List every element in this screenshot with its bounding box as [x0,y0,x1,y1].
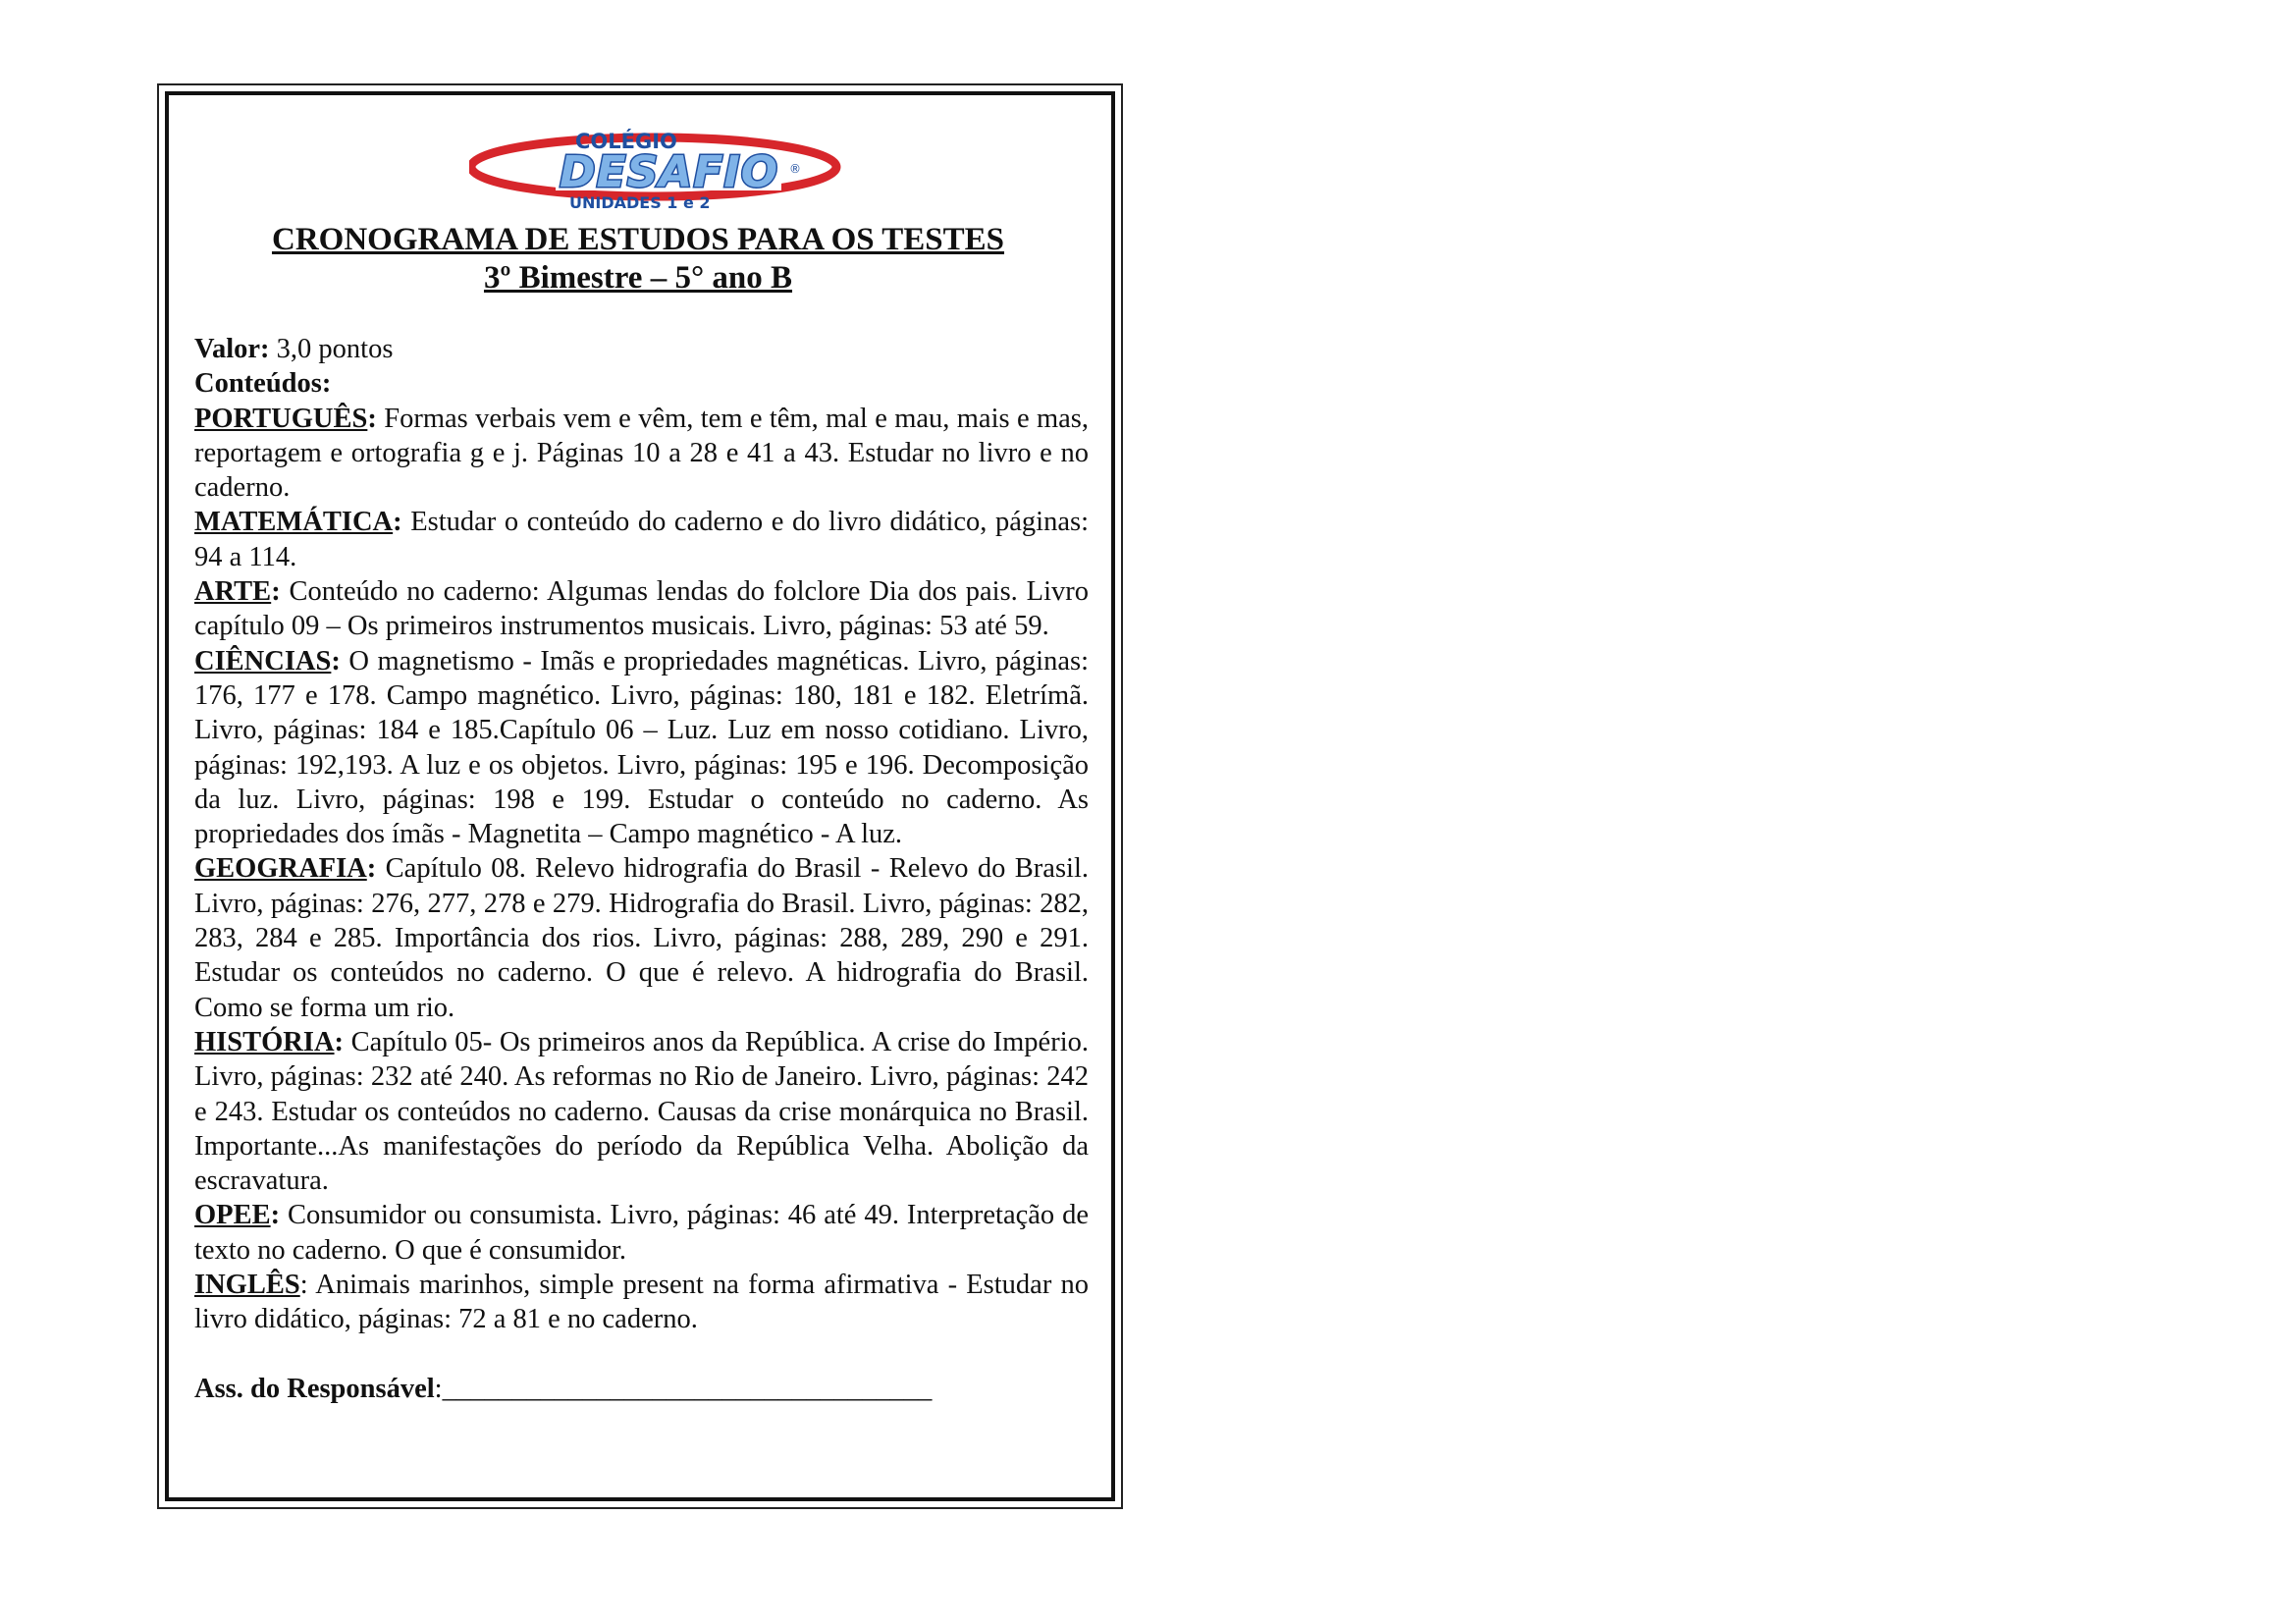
subject-name: CIÊNCIAS [194,645,332,677]
subject-ciencias: CIÊNCIAS: O magnetismo - Imãs e propriedades magnéticas. Livro, páginas: 176, 177 e 178. Campo magnético. Livro, páginas: 180, 181 e 182. Eletrímã. Livro, páginas: 184 e 185.Capítulo 06 – Luz. Luz em nosso cotidiano. Livro, páginas: 192,193. A luz e os objetos. Livro, páginas: 195 e 196. Decomposição da luz. Livro, páginas: 198 e 199. Estudar o conteúdo no caderno. As propriedades dos ímãs - Magnetita – Campo magnético - A luz. [194,645,1089,850]
logo-line2: DESAFIO [560,147,779,197]
subject-text: Capítulo 05- Os primeiros anos da República. A crise do Império. Livro, páginas: 232 até 240. As reformas no Rio de Janeiro. Livro, páginas: 242 e 243. Estudar os conteúdos no caderno. Causas da crise monárquica no Brasil. Importante...As manifestações do período da República Velha. Abolição da escravatura. [194,1026,1089,1197]
document-subtitle: 3º Bimestre – 5° ano B [483,260,793,296]
subject-text: Consumidor ou consumista. Livro, páginas: 46 até 49. Interpretação de texto no caderno. O que é consumidor. [194,1200,1089,1266]
subject-name: MATEMÁTICA [194,507,394,538]
logo-registered: ® [789,162,801,176]
subject-historia: HISTÓRIA: Capítulo 05- Os primeiros anos da República. A crise do Império. Livro, páginas: 232 até 240. As reformas no Rio de Janeiro. Livro, páginas: 242 e 243. Estudar os conteúdos no caderno. Causas da crise monárquica no Brasil. Importante...As manifestações do período da República Velha. Abolição da escravatura. [194,1026,1089,1197]
subject-name: PORTUGUÊS [194,403,368,434]
subject-text: Conteúdo no caderno: Algumas lendas do folclore Dia dos pais. Livro capítulo 09 – Os primeiros instrumentos musicais. Livro, páginas: 53 até 59. [194,576,1089,642]
subject-opee: OPEE: Consumidor ou consumista. Livro, páginas: 46 até 49. Interpretação de texto no caderno. O que é consumidor. [194,1200,1089,1266]
subject-text: Estudar o conteúdo do caderno e do livro didático, páginas: 94 a 114. [194,507,1089,572]
logo-line3: UNIDADES 1 e 2 [569,193,711,212]
signature-line [194,1372,1089,1406]
valor-line [194,332,1089,366]
signature-label: Ass. do Responsável [194,1373,435,1404]
conteudos-label: Conteúdos: [194,368,332,400]
subject-ingles [194,1268,1089,1337]
document-content [194,332,1089,1406]
subject-arte: ARTE: Conteúdo no caderno: Algumas lendas do folclore Dia dos pais. Livro capítulo 09 – Os primeiros instrumentos musicais. Livro, páginas: 53 até 59. [194,576,1089,642]
signature-blank: :___________________________________ [434,1373,933,1404]
subject-portugues: PORTUGUÊS: Formas verbais vem e vêm, tem e têm, mal e mau, mais e mas, reportagem e ortografia g e j. Páginas 10 a 28 e 41 a 43. Estudar no livro e no caderno. [194,403,1089,504]
subject-text: Capítulo 08. Relevo hidrografia do Brasil - Relevo do Brasil. Livro, páginas: 276, 277, 278 e 279. Hidrografia do Brasil. Livro, páginas: 282, 283, 284 e 285. Importância dos rios. Livro, páginas: 288, 289, 290 e 291. Estudar os conteúdos no caderno. O que é relevo. A hidrografia do Brasil. Como se forma um rio. [194,853,1089,1023]
subject-name: OPEE [194,1200,271,1231]
subject-name: HISTÓRIA [194,1026,335,1057]
subject-name: ARTE [194,576,272,608]
subject-text: : Animais marinhos, simple present na forma afirmativa - Estudar no livro didático, páginas: 72 a 81 e no caderno. [194,1270,1089,1335]
document-title: CRONOGRAMA DE ESTUDOS PARA OS TESTES [271,222,1005,257]
logo-line1: COLÉGIO [575,130,677,153]
valor-label: Valor: [194,334,270,364]
subject-name: INGLÊS [194,1270,300,1301]
subject-geografia: GEOGRAFIA: Capítulo 08. Relevo hidrografia do Brasil - Relevo do Brasil. Livro, páginas: 276, 277, 278 e 279. Hidrografia do Brasil. Livro, páginas: 282, 283, 284 e 285. Importância dos rios. Livro, páginas: 288, 289, 290 e 291. Estudar os conteúdos no caderno. O que é relevo. A hidrografia do Brasil. Como se forma um rio. [194,853,1089,1023]
subject-name: GEOGRAFIA [194,853,367,885]
subject-text: Formas verbais vem e vêm, tem e têm, mal e mau, mais e mas, reportagem e ortografia g e j. Páginas 10 a 28 e 41 a 43. Estudar no livro e no caderno. [194,403,1089,504]
school-logo [469,116,842,214]
valor-value: 3,0 pontos [269,334,394,364]
subject-text: O magnetismo - Imãs e propriedades magnéticas. Livro, páginas: 176, 177 e 178. Campo magnético. Livro, páginas: 180, 181 e 182. Eletrímã. Livro, páginas: 184 e 185.Capítulo 06 – Luz. Luz em nosso cotidiano. Livro, páginas: 192,193. A luz e os objetos. Livro, páginas: 195 e 196. Decomposição da luz. Livro, páginas: 198 e 199. Estudar o conteúdo no caderno. As propriedades dos ímãs - Magnetita – Campo magnético - A luz. [194,645,1089,850]
subject-matematica: MATEMÁTICA: Estudar o conteúdo do caderno e do livro didático, páginas: 94 a 114. [194,507,1089,572]
